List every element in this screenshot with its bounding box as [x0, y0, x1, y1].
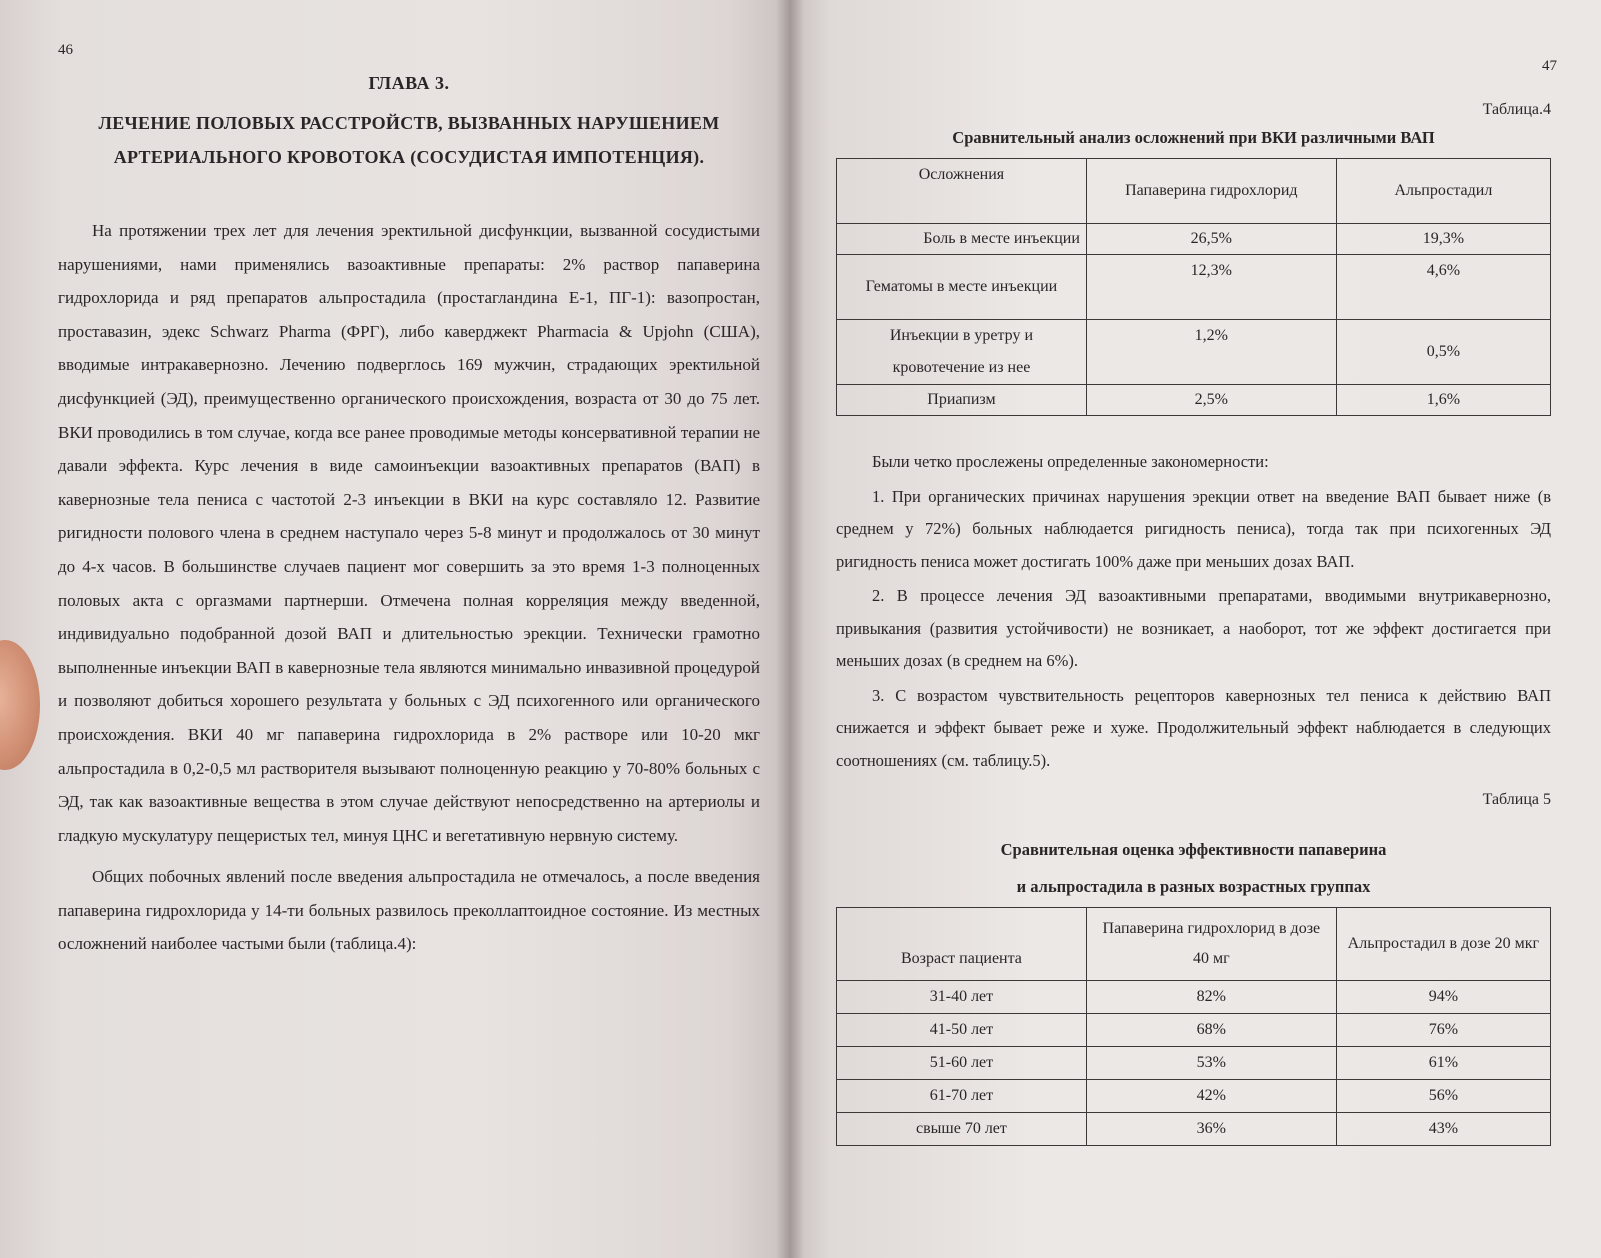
- table-cell: 51-60 лет: [837, 1047, 1087, 1080]
- table-cell: 53%: [1086, 1047, 1336, 1080]
- paragraph: 3. С возрастом чувствительность рецепторов кавернозных тел пениса к действию ВАП снижается и эффект бывает реже и хуже. Продолжительный эффект наблюдается в следующих соотношениях (см. таблицу.5).: [836, 685, 1551, 770]
- table-cell: 82%: [1086, 981, 1336, 1014]
- table-cell: 43%: [1336, 1113, 1550, 1146]
- table-cell: 1,6%: [1336, 385, 1550, 416]
- table-cell: 68%: [1086, 1014, 1336, 1047]
- table-cell: 56%: [1336, 1080, 1550, 1113]
- paragraph: 1. При органических причинах нарушения эрекции ответ на введение ВАП бывает ниже (в среднем у 72%) больных наблюдается ригидность пениса), тогда так при психогенных ЭД ригидность пениса может достигать 100% даже при меньших дозах ВАП.: [836, 486, 1551, 571]
- table-cell: 41-50 лет: [837, 1014, 1087, 1047]
- table-cell: 12,3%: [1086, 255, 1336, 320]
- table-cell: 94%: [1336, 981, 1550, 1014]
- column-header: Альпростадил в дозе 20 мкг: [1336, 908, 1550, 981]
- efficacy-table: [836, 907, 1551, 1146]
- table-row: [837, 1113, 1551, 1146]
- table-title: Сравнительная оценка эффективности папаверина: [1000, 840, 1387, 859]
- table-cell: 1,2%: [1086, 320, 1336, 385]
- table-row: [837, 385, 1551, 416]
- table-cell: Инъекции в уретру и кровотечение из нее: [837, 320, 1087, 385]
- table-cell: 36%: [1086, 1113, 1336, 1146]
- right-page: [790, 0, 1601, 1258]
- chapter-heading: ГЛАВА 3.: [368, 73, 450, 93]
- table-cell: 19,3%: [1336, 224, 1550, 255]
- table-cell: 61-70 лет: [837, 1080, 1087, 1113]
- page-number: 47: [1542, 58, 1557, 74]
- paragraph: На протяжении трех лет для лечения эректильной дисфункции, вызванной сосудистыми нарушениями, нами применялись вазоактивные препараты: 2% раствор папаверина гидрохлорида и ряд препаратов альпростадила (простагландина Е-1, ПГ-1): вазопростан, проставазин, эдекс Schwarz Pharma (ФРГ), либо каверджект Pharmacia & Upjohn (США), вводимые интракавернозно. Лечению подверглось 169 мужчин, страдающих эректильной дисфункцией (ЭД), преимущественно органического происхождения, возраста от 30 до 75 лет. ВКИ проводились в том случае, когда все ранее проводимые методы консервативной терапии не давали эффекта. Курс лечения в виде самоинъекции вазоактивных препаратов (ВАП) в кавернозные тела пениса с частотой 2-3 инъекции в ВКИ на курс составляло 12. Развитие ригидности полового члена в среднем наступало через 5-8 минут и продолжалось от 30 минут до 4-х часов. В большинстве случаев пациент мог совершить за это время 1-3 полноценных половых акта с оргазмами партнерши. Отмечена полная корреляция между введенной, индивидуально подобранной дозой ВАП и длительностью эрекции. Технически грамотно выполненные инъекции ВАП в кавернозные тела являются минимально инвазивной процедурой и позволяют добиться хорошего результата у больных с ЭД психогенного или органического происхождения. ВКИ 40 мг папаверина гидрохлорида в 2% растворе или 10-20 мкг альпростадила в 0,2-0,5 мл растворителя вызывают полноценную реакцию у 70-80% больных с ЭД, так как вазоактивные вещества в этом случае действуют непосредственно на артериолы и гладкую мускулатуру пещеристых тел, минуя ЦНС и вегетативную нервную систему.: [58, 221, 760, 845]
- table-row: [837, 1014, 1551, 1047]
- table-row: [837, 1080, 1551, 1113]
- table-row: [837, 1047, 1551, 1080]
- table-title: Сравнительный анализ осложнений при ВКИ различными ВАП: [952, 128, 1435, 147]
- table-cell: Боль в месте инъекции: [837, 224, 1087, 255]
- paragraph: 2. В процессе лечения ЭД вазоактивными препаратами, вводимыми внутрикавернозно, привыкания (развития устойчивости) не возникает, а наоборот, тот же эффект достигается при меньших дозах (в среднем на 6%).: [836, 586, 1551, 670]
- table-cell: 42%: [1086, 1080, 1336, 1113]
- table-header-row: [837, 159, 1551, 224]
- page-number: 46: [58, 42, 73, 58]
- chapter-title: ЛЕЧЕНИЕ ПОЛОВЫХ РАССТРОЙСТВ, ВЫЗВАННЫХ НАРУШЕНИЕМ АРТЕРИАЛЬНОГО КРОВОТОКА (СОСУДИСТАЯ ИМПОТЕНЦИЯ).: [98, 113, 720, 167]
- table-cell: 61%: [1336, 1047, 1550, 1080]
- column-header: Альпростадил: [1336, 159, 1550, 224]
- book-gutter: [776, 0, 804, 1258]
- table-row: [837, 981, 1551, 1014]
- table-cell: 31-40 лет: [837, 981, 1087, 1014]
- table-cell: 76%: [1336, 1014, 1550, 1047]
- table-label: Таблица.4: [1482, 101, 1551, 118]
- paragraph: Были четко прослежены определенные закономерности:: [872, 452, 1269, 471]
- table-cell: 4,6%: [1336, 255, 1550, 320]
- table-row: [837, 320, 1551, 385]
- table-cell: свыше 70 лет: [837, 1113, 1087, 1146]
- table-header-row: [837, 908, 1551, 981]
- table-title: и альпростадила в разных возрастных группах: [1016, 877, 1371, 896]
- table-label: Таблица 5: [1482, 791, 1551, 808]
- column-header: Папаверина гидрохлорид: [1086, 159, 1336, 224]
- table-cell: 26,5%: [1086, 224, 1336, 255]
- complications-table: [836, 158, 1551, 416]
- left-page: [0, 0, 790, 1258]
- table-cell: Приапизм: [837, 385, 1087, 416]
- paragraph: Общих побочных явлений после введения альпростадила не отмечалось, а после введения папаверина гидрохлорида у 14-ти больных развилось преколлаптоидное состояние. Из местных осложнений наиболее частыми были (таблица.4):: [58, 867, 760, 954]
- table-cell: 0,5%: [1336, 320, 1550, 385]
- column-header: Возраст пациента: [837, 908, 1087, 981]
- table-cell: Гематомы в месте инъекции: [837, 255, 1087, 320]
- column-header: Папаверина гидрохлорид в дозе 40 мг: [1086, 908, 1336, 981]
- table-row: [837, 255, 1551, 320]
- table-cell: 2,5%: [1086, 385, 1336, 416]
- table-row: [837, 224, 1551, 255]
- column-header: Осложнения: [837, 159, 1087, 224]
